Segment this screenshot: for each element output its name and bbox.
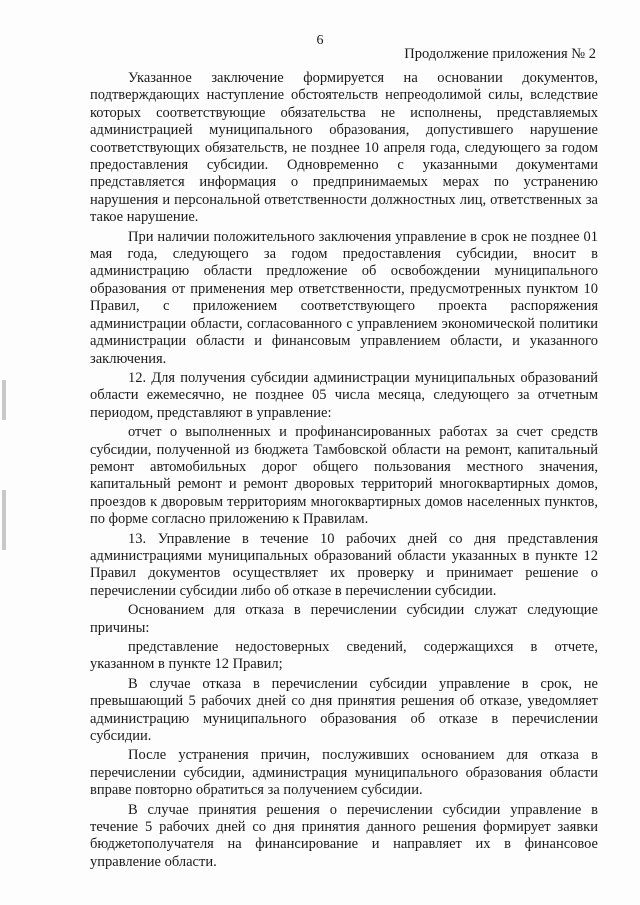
paragraph-13: 13. Управление в течение 10 рабочих дней со дня представления администрациями муниципальных образований области указанных в пункте 12 Правил документов осуществляет их проверку и принимает решение о перечислении субсидии либо об отказе в перечислении субсидии. — [90, 530, 598, 599]
paragraph-transfer-decision: В случае принятия решения о перечислении субсидии управление в течение 5 рабочих дней со дня принятия данного решения формирует заявки бюджетополучателя на финансирование и направляет их в финансовое управление области. — [90, 801, 598, 870]
paragraph-12: 12. Для получения субсидии администрации муниципальных образований области ежемесячно, не позднее 05 числа месяца, следующего за отчетным периодом, представляют в управление: — [90, 369, 598, 421]
page-number: 6 — [316, 33, 324, 48]
scan-artifact — [2, 490, 6, 550]
paragraph-refusal-notice: В случае отказа в перечислении субсидии управление в срок, не превышающий 5 рабочих дней со дня принятия решения об отказе, уведомляет администрацию муниципального образования об отказе в перечислении субсидии. — [90, 675, 598, 745]
appendix-continuation-note: Продолжение приложения № 2 — [404, 46, 596, 62]
paragraph-report: отчет о выполненных и профинансированных работах за счет средств субсидии, полученной из бюджета Тамбовской области на ремонт, капитальный ремонт автомобильных дорог общего пользования местного значения, капитальный ремонт и ремонт дворовых территорий многоквартирных домов, проездов к дворовым территориям многоквартирных домов населенных пунктов, по форме согласно приложению к Правилам. — [90, 424, 598, 528]
document-body — [90, 70, 598, 871]
scan-artifact — [2, 380, 6, 420]
paragraph-positive-conclusion: При наличии положительного заключения управление в срок не позднее 01 мая года, следующего за годом предоставления субсидии, вносит в администрацию области предложение об освобождении муниципального образования от применения мер ответственности, предусмотренных пунктом 10 Правил, с приложением соответствующего проекта распоряжения администрации области, согласованного с управлением экономической политики администрации области и финансовым управлением области, и указанного заключения. — [90, 228, 598, 367]
paragraph-unreliable-info: представление недостоверных сведений, содержащихся в отчете, указанном в пункте 12 Правил; — [90, 639, 598, 673]
paragraph-refusal-grounds: Основанием для отказа в перечислении субсидии служат следующие причины: — [90, 602, 598, 636]
paragraph-conclusion: Указанное заключение формируется на основании документов, подтверждающих наступление обстоятельств непреодолимой силы, вследствие которых соответствующие обязательства не исполнены, представляемых администрацией муниципального образования, допустившего нарушение соответствующих обязательств, не позднее 10 апреля года, следующего за годом предоставления субсидии. Одновременно с указанными документами представляется информация о предпринимаемых мерах по устранению нарушения и персональной ответственности должностных лиц, ответственных за такое нарушение. — [90, 70, 598, 226]
paragraph-reapply: После устранения причин, послуживших основанием для отказа в перечислении субсидии, администрация муниципального образования области вправе повторно обратиться за получением субсидии. — [90, 747, 598, 799]
